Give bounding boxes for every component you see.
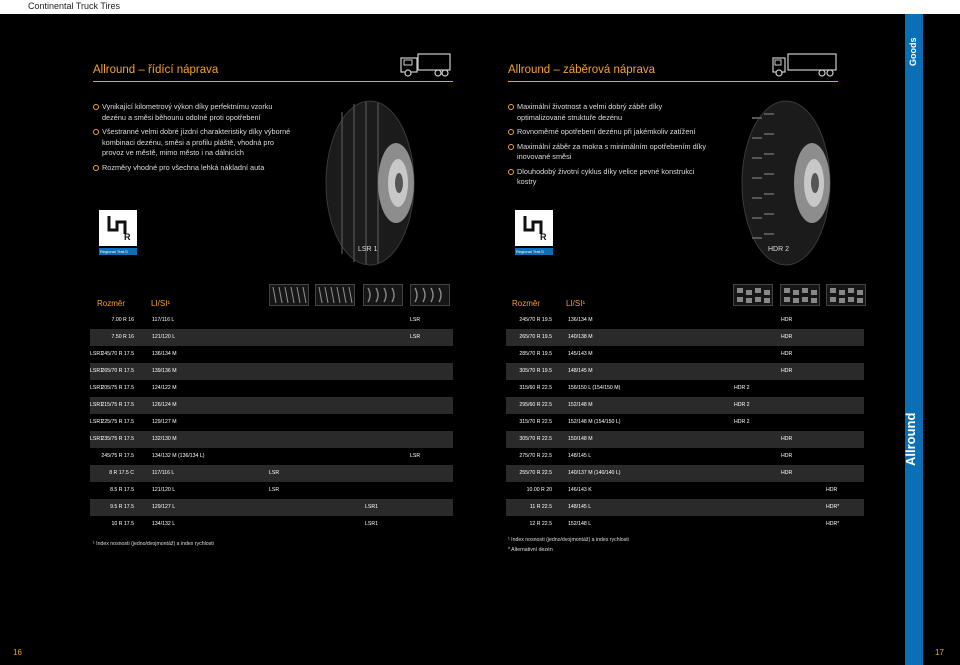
size-cell: 205/75 R 17.5	[101, 385, 134, 391]
tire-type-cell: LSR1	[90, 419, 103, 425]
table-row	[90, 482, 453, 499]
tire-type-cell: LSR	[410, 453, 421, 459]
badge-label: Regional Traf-S	[99, 248, 137, 255]
tire-type-cell: HDR	[781, 317, 793, 323]
table-row	[90, 397, 453, 414]
right-bullet: Maximální záběr za mokra s minimálním opotřebením díky inovované směsi	[508, 142, 708, 163]
table-row	[506, 465, 864, 482]
load-speed-cell: 136/134 M	[152, 351, 177, 357]
load-speed-cell: 117/116 L	[152, 317, 175, 323]
size-cell: 305/70 R 19.5	[519, 368, 552, 374]
size-cell: 8.5 R 17.5	[110, 487, 134, 493]
table-row	[90, 414, 453, 431]
right-tire-name: HDR 2	[768, 246, 790, 253]
lsr1-tire-image	[322, 98, 418, 268]
left-bullet-list	[93, 102, 293, 177]
table-row	[90, 516, 453, 533]
table-row	[506, 414, 864, 431]
tire-type-cell: LSR1	[90, 402, 103, 408]
left-tire-name: LSR 1	[358, 246, 378, 253]
table-row	[506, 431, 864, 448]
left-page-number: 16	[13, 648, 22, 657]
tread-pattern-icon	[826, 284, 866, 306]
goods-tab: Goods	[908, 37, 918, 66]
tire-type-cell: HDR	[826, 487, 838, 493]
load-speed-cell: 140/137 M (140/140 L)	[568, 470, 621, 476]
table-row	[506, 346, 864, 363]
size-cell: 245/70 R 17.5	[101, 351, 134, 357]
tread-pattern-icon	[780, 284, 820, 306]
size-cell: 305/70 R 22.5	[519, 436, 552, 442]
size-cell: 8 R 17.5 C	[109, 470, 134, 476]
semi-truck-icon	[772, 52, 838, 78]
badge-letter: R	[124, 232, 131, 242]
tire-type-cell: LSR	[410, 334, 421, 340]
left-footnote: ¹ Index nosnosti (jedno/dvojmontáž) a index rychlosti	[93, 541, 214, 547]
table-row	[506, 380, 864, 397]
load-speed-cell: 145/143 M	[568, 351, 593, 357]
hdr2-tire-image	[738, 98, 834, 268]
table-row	[90, 346, 453, 363]
table-row	[90, 363, 453, 380]
load-speed-cell: 124/122 M	[152, 385, 177, 391]
tire-type-cell: LSR1	[90, 368, 103, 374]
load-speed-cell: 121/120 L	[152, 334, 176, 340]
load-speed-cell: 134/132 M (136/134 L)	[152, 453, 205, 459]
load-speed-cell: 156/150 L (154/150 M)	[568, 385, 621, 391]
load-speed-cell: 132/130 M	[152, 436, 177, 442]
tire-type-cell: HDR 2	[734, 402, 750, 408]
size-cell: 315/70 R 22.5	[519, 419, 552, 425]
table-row	[506, 516, 864, 533]
table-row	[90, 465, 453, 482]
tire-type-cell: LSR1	[365, 521, 378, 527]
size-cell: 225/75 R 17.5	[101, 419, 134, 425]
load-speed-cell: 117/116 L	[152, 470, 175, 476]
load-speed-cell: 136/134 M	[568, 317, 593, 323]
size-cell: 12 R 22.5	[529, 521, 552, 527]
load-speed-cell: 152/148 M	[568, 402, 593, 408]
table-row	[90, 448, 453, 465]
tread-pattern-icon	[315, 284, 355, 306]
tire-type-cell: LSR1	[90, 385, 103, 391]
tire-type-cell: LSR1	[90, 436, 103, 442]
size-cell: 10 R 17.5	[111, 521, 134, 527]
top-bar	[0, 0, 960, 14]
allround-tab: Allround	[903, 412, 918, 466]
load-speed-cell: 152/148 L	[568, 521, 592, 527]
brand-title: Continental Truck Tires	[28, 1, 121, 11]
size-cell: 295/60 R 22.5	[519, 402, 552, 408]
tire-type-cell: HDR	[781, 334, 793, 340]
size-cell: 11 R 22.5	[529, 504, 552, 510]
table-row	[506, 448, 864, 465]
left-col-size: Rozměr	[97, 299, 126, 308]
left-col-lisi: LI/SI¹	[151, 299, 171, 308]
table-row	[90, 499, 453, 516]
left-bullet: Vynikající kilometrový výkon díky perfektnímu vzorku dezénu a směsi běhounu odolné proti opotřebení	[93, 102, 293, 123]
right-col-lisi: LI/SI¹	[566, 299, 586, 308]
load-speed-cell: 150/148 M	[568, 436, 593, 442]
tread-pattern-icon	[363, 284, 403, 306]
tire-type-cell: LSR1	[90, 351, 103, 357]
tire-type-cell: LSR	[269, 487, 280, 493]
table-row	[506, 397, 864, 414]
regional-road-icon	[99, 210, 137, 246]
left-section-title: Allround – řídící náprava	[93, 64, 219, 76]
size-cell: 235/75 R 17.5	[101, 436, 134, 442]
load-speed-cell: 146/143 K	[568, 487, 592, 493]
badge-letter: R	[540, 232, 547, 242]
right-footnote: * Alternativní dezén	[508, 547, 553, 553]
size-cell: 245/70 R 19.5	[519, 317, 552, 323]
table-row	[90, 312, 453, 329]
tire-type-cell: HDR	[781, 368, 793, 374]
tire-type-cell: HDR	[781, 453, 793, 459]
table-row	[506, 363, 864, 380]
right-section-title: Allround – záběrová náprava	[508, 64, 656, 76]
size-cell: 7.00 R 16	[111, 317, 134, 323]
tire-type-cell: HDR 2	[734, 385, 750, 391]
load-speed-cell: 134/132 L	[152, 521, 176, 527]
right-page-number: 17	[935, 648, 944, 657]
load-speed-cell: 148/145 M	[568, 368, 593, 374]
size-cell: 245/75 R 17.5	[101, 453, 134, 459]
load-speed-cell: 148/145 L	[568, 453, 592, 459]
right-footnote: ¹ Index nosnosti (jedno/dvojmontáž) a index rychlosti	[508, 537, 629, 543]
light-truck-icon	[400, 52, 452, 78]
tread-pattern-icon	[269, 284, 309, 306]
size-cell: 265/70 R 19.5	[519, 334, 552, 340]
right-bullet: Dlouhodobý životní cyklus díky velice pevné konstrukci kostry	[508, 167, 708, 188]
tread-pattern-icon	[410, 284, 450, 306]
left-title-rule	[93, 81, 453, 82]
right-regional-badge	[515, 210, 553, 255]
table-row	[90, 380, 453, 397]
load-speed-cell: 121/120 L	[152, 487, 176, 493]
size-cell: 7.50 R 16	[111, 334, 134, 340]
load-speed-cell: 148/145 L	[568, 504, 592, 510]
tire-type-cell: HDR 2	[734, 419, 750, 425]
load-speed-cell: 129/127 L	[152, 504, 176, 510]
right-bullet: Rovnoměrné opotřebení dezénu při jakémkoliv zatížení	[508, 127, 708, 138]
table-row	[90, 329, 453, 346]
category-strip	[905, 14, 923, 665]
table-row	[90, 431, 453, 448]
tire-type-cell: HDR	[781, 470, 793, 476]
right-bullet-list	[508, 102, 708, 192]
tire-type-cell: HDR	[781, 436, 793, 442]
size-cell: 265/70 R 17.5	[101, 368, 134, 374]
left-regional-badge	[99, 210, 137, 255]
table-row	[506, 329, 864, 346]
size-cell: 215/75 R 17.5	[101, 402, 134, 408]
load-speed-cell: 140/138 M	[568, 334, 593, 340]
size-cell: 315/60 R 22.5	[519, 385, 552, 391]
tire-type-cell: LSR	[269, 470, 280, 476]
table-row	[506, 499, 864, 516]
left-bullet: Všestranné velmi dobré jízdní charakteristiky díky výborné kombinaci dezénu, směsi a profilu pláště, vhodná pro provoz ve městě, mimo město i na dálnicích	[93, 127, 293, 159]
table-row	[506, 482, 864, 499]
badge-label: Regional Traf-S	[515, 248, 553, 255]
regional-road-icon	[515, 210, 553, 246]
right-title-rule	[508, 81, 838, 82]
load-speed-cell: 152/148 M (154/150 L)	[568, 419, 621, 425]
size-cell: 275/70 R 22.5	[519, 453, 552, 459]
tire-type-cell: HDR*	[826, 504, 840, 510]
load-speed-cell: 126/124 M	[152, 402, 177, 408]
right-col-size: Rozměr	[512, 299, 541, 308]
tire-type-cell: LSR1	[365, 504, 378, 510]
tire-type-cell: HDR	[781, 351, 793, 357]
size-cell: 255/70 R 22.5	[519, 470, 552, 476]
size-cell: 10.00 R 20	[526, 487, 552, 493]
load-speed-cell: 129/127 M	[152, 419, 177, 425]
left-bullet: Rozměry vhodné pro všechna lehká nákladní auta	[93, 163, 293, 174]
tire-type-cell: LSR	[410, 317, 421, 323]
size-cell: 285/70 R 19.5	[519, 351, 552, 357]
table-row	[506, 312, 864, 329]
load-speed-cell: 139/136 M	[152, 368, 177, 374]
right-bullet: Maximální životnost a velmi dobrý záběr díky optimalizované struktuře dezénu	[508, 102, 708, 123]
tread-pattern-icon	[733, 284, 773, 306]
tire-type-cell: HDR*	[826, 521, 840, 527]
size-cell: 9.5 R 17.5	[110, 504, 134, 510]
